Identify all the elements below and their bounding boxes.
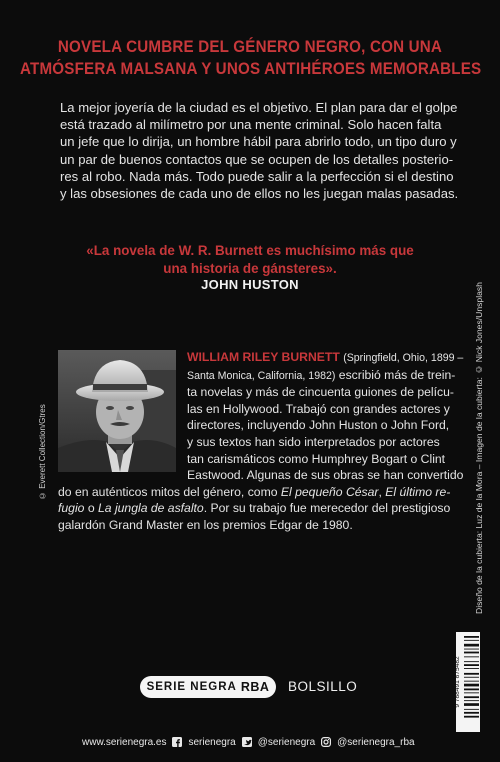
- synopsis-line: La mejor joyería de la ciudad es el objetivo. El plan para dar el golpe: [60, 100, 458, 115]
- headline-line: ATMÓSFERA MALSANA Y UNOS ANTIHÉROES MEMORABLES: [20, 60, 482, 78]
- barcode-bar: [464, 700, 479, 701]
- series-name: SERIE NEGRA: [146, 681, 237, 693]
- instagram-icon: [321, 737, 331, 747]
- headline-line: NOVELA CUMBRE DEL GÉNERO NEGRO, CON UNA: [57, 38, 443, 56]
- publisher-name: RBA: [240, 680, 270, 694]
- barcode-bar: [464, 636, 479, 638]
- synopsis-line: y las obsesiones de cada uno de ellos no les juegan malas pasadas.: [60, 186, 459, 202]
- barcode-bar: [464, 664, 479, 666]
- bio-line: y sus textos han sido interpretados por actores: [187, 434, 440, 449]
- facebook-handle[interactable]: serienegra: [188, 736, 236, 748]
- barcode-bar: [464, 689, 479, 691]
- facebook-icon: [172, 737, 182, 747]
- barcode-bar: [464, 640, 479, 641]
- twitter-handle[interactable]: @serienegra: [257, 736, 316, 748]
- barcode-bar: [464, 692, 479, 693]
- bio-text: escribió más de trein-: [335, 367, 456, 382]
- barcode-bar: [464, 668, 479, 669]
- barcode-bar: [464, 703, 479, 706]
- barcode-bar: [464, 661, 479, 662]
- barcode-bar: [464, 644, 479, 647]
- author-bio: [58, 349, 464, 534]
- isbn-number: 9 788491 875482: [454, 656, 461, 708]
- barcode-bar: [464, 652, 479, 654]
- synopsis-line: un jefe que lo dirija, un hombre hábil para abrirlo todo, un tipo duro y: [60, 134, 457, 150]
- barcode-bar: [464, 684, 479, 687]
- barcode-bar: [464, 673, 479, 675]
- synopsis-line: está trazado al milímetro por una mente criminal. Solo hacen falta: [60, 117, 442, 133]
- bio-line: tan carismáticos como Humphrey Bogart o Clint: [187, 451, 446, 466]
- synopsis-line: un par de buenos contactos que se ocupen de los detalles posterio-: [60, 151, 454, 167]
- synopsis-line: res al robo. Nada más. Todo puede salir a la perfección si el destino: [60, 168, 454, 184]
- book-title: fugio: [58, 501, 85, 516]
- bio-line: Eastwood. Algunas de sus obras se han convertido: [187, 468, 464, 483]
- twitter-icon: [242, 737, 252, 747]
- bio-line: ta novelas y más de cincuenta guiones de pelícu-: [187, 385, 454, 400]
- quote-line: «La novela de W. R. Burnett es muchísimo más que: [86, 243, 414, 258]
- barcode-bar: [464, 696, 479, 698]
- barcode-bar: [464, 656, 479, 657]
- barcode-bar: [464, 716, 479, 718]
- author-birth: (Springfield, Ohio, 1899 –: [343, 352, 464, 364]
- series-logo: [140, 676, 276, 698]
- footer-social: [82, 734, 415, 750]
- pull-quote: [0, 242, 500, 278]
- barcode-graphic: [456, 632, 480, 732]
- quote-author: JOHN HUSTON: [201, 277, 299, 292]
- barcode-bar: [464, 649, 479, 650]
- bio-line: galardón Grand Master en los premios Edgar de 1980.: [58, 517, 353, 532]
- bio-line: las en Hollywood. Trabajó con grandes actores y: [187, 401, 450, 416]
- bio-text: do en auténticos mitos del género, como: [58, 484, 281, 499]
- author-death: Santa Monica, California, 1982): [187, 369, 336, 382]
- edition-label: BOLSILLO: [288, 679, 358, 694]
- instagram-handle[interactable]: @serienegra_rba: [337, 736, 415, 748]
- bio-text: ,: [378, 484, 386, 499]
- quote-line: una historia de gánsteres».: [163, 261, 337, 276]
- book-title: El pequeño César: [280, 484, 379, 499]
- barcode-bar: [464, 712, 479, 714]
- author-name: WILLIAM RILEY BURNETT: [187, 350, 340, 364]
- book-title: El último re-: [385, 484, 451, 499]
- synopsis: [60, 99, 459, 202]
- barcode: [456, 632, 480, 732]
- bio-text: o: [84, 501, 98, 516]
- website-link[interactable]: www.serienegra.es: [82, 736, 167, 748]
- headline: [20, 36, 480, 80]
- barcode-bar: [464, 709, 479, 710]
- cover-credit: Diseño de la cubierta: Luz de la Mora – Imagen de la cubierta: © Nick Jones/Unsplash: [474, 282, 484, 614]
- barcode-bar: [464, 677, 479, 678]
- book-title: La jungla de asfalto: [98, 501, 204, 516]
- bio-text: . Por su trabajo fue merecedor del prestigioso: [203, 501, 451, 516]
- photo-credit: © Everett Collection/Gtres: [38, 404, 47, 500]
- bio-line: directores, incluyendo John Huston o John Ford,: [187, 418, 450, 433]
- barcode-bar: [464, 681, 479, 682]
